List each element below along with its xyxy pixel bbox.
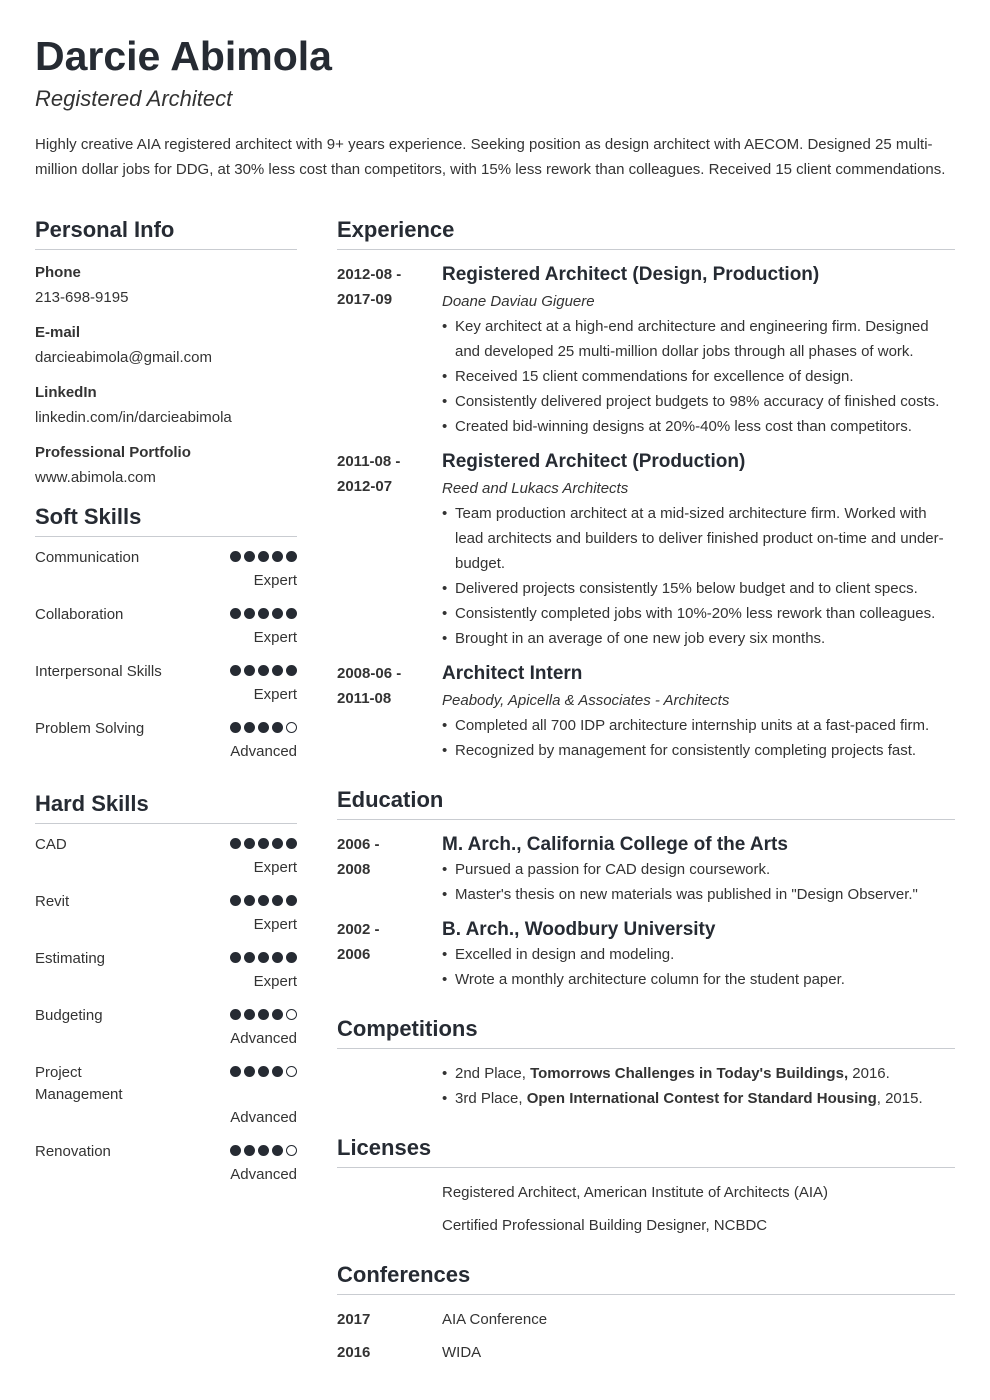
filled-dot-icon: [244, 722, 255, 733]
skill-level: Advanced: [230, 1166, 297, 1183]
filled-dot-icon: [286, 952, 297, 963]
competition-item: [442, 1061, 955, 1086]
date-start: 2011-08 -: [337, 453, 401, 470]
filled-dot-icon: [272, 1066, 283, 1077]
competition-name: Tomorrows Challenges in Today's Buildings,: [530, 1065, 849, 1082]
skill-level: Expert: [253, 572, 297, 589]
skill-item: [35, 604, 297, 649]
skill-level: Expert: [253, 916, 297, 933]
bullet-item: • Received 15 client commendations for excellence of design.: [442, 364, 955, 389]
filled-dot-icon: [272, 1009, 283, 1020]
experience-entry: [337, 661, 955, 763]
skill-level: Advanced: [230, 1030, 297, 1047]
date-end: 2012-07: [337, 478, 393, 495]
skill-name: Estimating: [35, 950, 106, 967]
skill-rating: [230, 722, 297, 733]
skill-item: [35, 948, 297, 993]
licenses-list: [337, 1180, 955, 1238]
conference-item: [337, 1340, 955, 1365]
linkedin-value: linkedin.com/in/darcieabimola: [35, 409, 232, 426]
experience-section: [337, 215, 955, 763]
date-start: 2012-08 -: [337, 266, 402, 283]
skill-rating: [230, 551, 297, 562]
licenses-heading: Licenses: [337, 1133, 955, 1168]
date-end: 2008: [337, 861, 371, 878]
bullet-item: • Master's thesis on new materials was published in "Design Observer.": [442, 882, 955, 907]
license-item: [337, 1180, 955, 1205]
filled-dot-icon: [244, 838, 255, 849]
date-end: 2006: [337, 946, 371, 963]
filled-dot-icon: [258, 838, 269, 849]
left-column: [35, 215, 297, 1212]
entry-title: B. Arch., Woodbury University: [442, 919, 716, 940]
filled-dot-icon: [258, 1145, 269, 1156]
entry-title: Registered Architect (Production): [442, 451, 746, 472]
date-end: 2017-09: [337, 291, 393, 308]
conferences-section: [337, 1260, 955, 1365]
license-name: Registered Architect, American Institute of Architects (AIA): [442, 1184, 828, 1201]
competition-year: 2016.: [848, 1065, 890, 1082]
entry-title: Registered Architect (Design, Production): [442, 264, 820, 285]
skill-rating: [230, 1145, 297, 1156]
entry-title: M. Arch., California College of the Arts: [442, 834, 788, 855]
job-title: Registered Architect: [35, 86, 233, 111]
filled-dot-icon: [244, 952, 255, 963]
entry-body: [442, 262, 955, 439]
license-name: Certified Professional Building Designer, NCBDC: [442, 1217, 768, 1234]
entry-date: [337, 917, 442, 992]
skill-row: [35, 891, 297, 913]
filled-dot-icon: [272, 1145, 283, 1156]
education-entry: [337, 917, 955, 992]
skill-name: Collaboration: [35, 606, 124, 623]
education-list: [337, 832, 955, 992]
skill-rating: [230, 665, 297, 676]
conference-item: [337, 1307, 955, 1332]
filled-dot-icon: [258, 608, 269, 619]
entry-body: [442, 832, 955, 907]
entry-body: [442, 917, 955, 992]
empty-dot-icon: [286, 1066, 297, 1077]
filled-dot-icon: [244, 608, 255, 619]
skill-item: [35, 1062, 297, 1129]
bullet-list: [442, 314, 955, 439]
info-label: Professional Portfolio: [35, 444, 191, 461]
personal-info-list: [35, 262, 297, 490]
skill-name: CAD: [35, 836, 67, 853]
skill-row: [35, 1005, 297, 1027]
soft-skills-heading: Soft Skills: [35, 502, 297, 537]
bullet-item: • Key architect at a high-end architecture and engineering firm. Designed and developed 25 multi-million dollar jobs through all phases of work.: [442, 314, 955, 364]
skill-row: [35, 604, 297, 626]
filled-dot-icon: [244, 895, 255, 906]
date-start: 2006 -: [337, 836, 380, 853]
skill-level: Expert: [253, 973, 297, 990]
bullet-item: • Delivered projects consistently 15% below budget and to client specs.: [442, 576, 955, 601]
bullet-list: [442, 713, 955, 763]
entry-date: [337, 832, 442, 907]
filled-dot-icon: [286, 608, 297, 619]
skill-row: [35, 547, 297, 569]
filled-dot-icon: [230, 838, 241, 849]
bullet-item: • Brought in an average of one new job every six months.: [442, 626, 955, 651]
bullet-item: • Created bid-winning designs at 20%-40% less cost than competitors.: [442, 414, 955, 439]
filled-dot-icon: [230, 1009, 241, 1020]
skill-row: [35, 948, 297, 970]
bullet-item: • Wrote a monthly architecture column for the student paper.: [442, 967, 955, 992]
education-section: [337, 785, 955, 992]
conference-year: 2016: [337, 1344, 371, 1361]
skill-name: Revit: [35, 893, 70, 910]
competitions-list: [337, 1061, 955, 1111]
skill-name: Renovation: [35, 1143, 111, 1160]
entry-date: [337, 661, 442, 763]
filled-dot-icon: [230, 722, 241, 733]
bullet-item: • Pursued a passion for CAD design coursework.: [442, 857, 955, 882]
filled-dot-icon: [272, 722, 283, 733]
competitions-heading: Competitions: [337, 1014, 955, 1049]
skill-item: [35, 1141, 297, 1186]
right-column: [337, 215, 955, 1387]
info-portfolio: [35, 442, 297, 490]
conferences-list: [337, 1307, 955, 1365]
skill-row: [35, 1062, 297, 1106]
filled-dot-icon: [258, 1066, 269, 1077]
skill-level: Advanced: [230, 743, 297, 760]
date-start: 2008-06 -: [337, 665, 402, 682]
empty-dot-icon: [286, 1009, 297, 1020]
experience-entry: [337, 262, 955, 439]
entry-body: [442, 1061, 955, 1111]
filled-dot-icon: [258, 1009, 269, 1020]
filled-dot-icon: [286, 838, 297, 849]
hard-skills-list: [35, 834, 297, 1186]
filled-dot-icon: [272, 608, 283, 619]
filled-dot-icon: [286, 895, 297, 906]
filled-dot-icon: [244, 1066, 255, 1077]
company-name: Doane Daviau Giguere: [442, 293, 595, 310]
bullet-list: [442, 501, 955, 651]
bullet-item: • Team production architect at a mid-sized architecture firm. Worked with lead architects and builders to deliver finished product on-time and under-budget.: [442, 501, 955, 576]
skill-item: [35, 1005, 297, 1050]
skill-item: [35, 891, 297, 936]
filled-dot-icon: [244, 551, 255, 562]
conference-name: WIDA: [442, 1344, 482, 1361]
bullet-item: • Consistently completed jobs with 10%-20% less rework than colleagues.: [442, 601, 955, 626]
skill-row: [35, 661, 297, 683]
skill-level: Expert: [253, 629, 297, 646]
skill-row: [35, 834, 297, 856]
conference-name: AIA Conference: [442, 1311, 548, 1328]
bullet-item: • Completed all 700 IDP architecture internship units at a fast-paced firm.: [442, 713, 955, 738]
skill-level: Expert: [253, 859, 297, 876]
competition-year: , 2015.: [876, 1090, 923, 1107]
filled-dot-icon: [230, 551, 241, 562]
candidate-name: Darcie Abimola: [35, 33, 332, 79]
hard-skills-heading: Hard Skills: [35, 789, 297, 824]
bullet-item: • Consistently delivered project budgets to 98% accuracy of finished costs.: [442, 389, 955, 414]
competition-name: Open International Contest for Standard Housing: [526, 1090, 877, 1107]
entry-date: [337, 1061, 442, 1111]
filled-dot-icon: [272, 838, 283, 849]
skill-row: [35, 1141, 297, 1163]
filled-dot-icon: [230, 895, 241, 906]
entry-body: [442, 661, 955, 763]
personal-info-heading: Personal Info: [35, 215, 297, 250]
skill-rating: [230, 1009, 297, 1020]
soft-skills-list: [35, 547, 297, 763]
bullet-item: • Excelled in design and modeling.: [442, 942, 955, 967]
entry-date: [337, 262, 442, 439]
skill-item: [35, 661, 297, 706]
filled-dot-icon: [258, 551, 269, 562]
empty-dot-icon: [286, 1145, 297, 1156]
entry-date: [337, 1180, 442, 1205]
skill-rating: [230, 895, 297, 906]
company-name: Peabody, Apicella & Associates - Architects: [442, 692, 730, 709]
bullet-list: [442, 942, 955, 992]
conferences-heading: Conferences: [337, 1260, 955, 1295]
filled-dot-icon: [272, 895, 283, 906]
competitions-entry: [337, 1061, 955, 1111]
entry-body: [442, 449, 955, 651]
filled-dot-icon: [286, 665, 297, 676]
skill-name: Communication: [35, 549, 140, 566]
filled-dot-icon: [272, 551, 283, 562]
info-phone: [35, 262, 297, 310]
skill-rating: [230, 608, 297, 619]
skill-item: [35, 834, 297, 879]
portfolio-value: www.abimola.com: [35, 469, 156, 486]
filled-dot-icon: [230, 1145, 241, 1156]
info-linkedin: [35, 382, 297, 430]
entry-date: [337, 1213, 442, 1238]
company-name: Reed and Lukacs Architects: [442, 480, 629, 497]
skill-level: Advanced: [230, 1109, 297, 1126]
skill-name: Problem Solving: [35, 720, 145, 737]
skill-name: Project Management: [35, 1064, 123, 1103]
bullet-item: • Recognized by management for consistently completing projects fast.: [442, 738, 955, 763]
filled-dot-icon: [258, 895, 269, 906]
filled-dot-icon: [230, 1066, 241, 1077]
education-entry: [337, 832, 955, 907]
experience-list: [337, 262, 955, 763]
filled-dot-icon: [286, 551, 297, 562]
competition-item: [442, 1086, 955, 1111]
info-label: E-mail: [35, 324, 81, 341]
competition-place: 2nd Place,: [455, 1065, 531, 1082]
skill-row: [35, 718, 297, 740]
skill-item: [35, 547, 297, 592]
conference-year: 2017: [337, 1311, 371, 1328]
filled-dot-icon: [230, 665, 241, 676]
license-item: [337, 1213, 955, 1238]
education-heading: Education: [337, 785, 955, 820]
info-label: Phone: [35, 264, 81, 281]
skill-rating: [230, 838, 297, 849]
info-email: [35, 322, 297, 370]
entry-title: Architect Intern: [442, 663, 583, 684]
date-end: 2011-08: [337, 690, 392, 707]
experience-heading: Experience: [337, 215, 955, 250]
skill-name: Interpersonal Skills: [35, 663, 162, 680]
competition-place: 3rd Place,: [455, 1090, 527, 1107]
skill-name: Budgeting: [35, 1007, 103, 1024]
info-label: LinkedIn: [35, 384, 97, 401]
licenses-section: [337, 1133, 955, 1238]
skill-item: [35, 718, 297, 763]
experience-entry: [337, 449, 955, 651]
filled-dot-icon: [272, 665, 283, 676]
date-start: 2002 -: [337, 921, 380, 938]
email-value: darcieabimola@gmail.com: [35, 349, 212, 366]
filled-dot-icon: [230, 952, 241, 963]
skill-rating: [230, 1066, 297, 1077]
filled-dot-icon: [258, 722, 269, 733]
empty-dot-icon: [286, 722, 297, 733]
phone-value: 213-698-9195: [35, 289, 129, 306]
filled-dot-icon: [258, 665, 269, 676]
profile-summary: Highly creative AIA registered architect with 9+ years experience. Seeking position as design architect with AECOM. Designed 25 multi-million dollar jobs for DDG, at 30% less cost than competitors, with 15% less rework than colleagues. Received 15 client commendations.: [35, 136, 946, 178]
filled-dot-icon: [230, 608, 241, 619]
competitions-bullets: [442, 1061, 955, 1111]
skill-level: Expert: [253, 686, 297, 703]
filled-dot-icon: [244, 1145, 255, 1156]
skill-rating: [230, 952, 297, 963]
filled-dot-icon: [244, 665, 255, 676]
entry-date: [337, 449, 442, 651]
filled-dot-icon: [244, 1009, 255, 1020]
filled-dot-icon: [258, 952, 269, 963]
filled-dot-icon: [272, 952, 283, 963]
bullet-list: [442, 857, 955, 907]
competitions-section: [337, 1014, 955, 1111]
